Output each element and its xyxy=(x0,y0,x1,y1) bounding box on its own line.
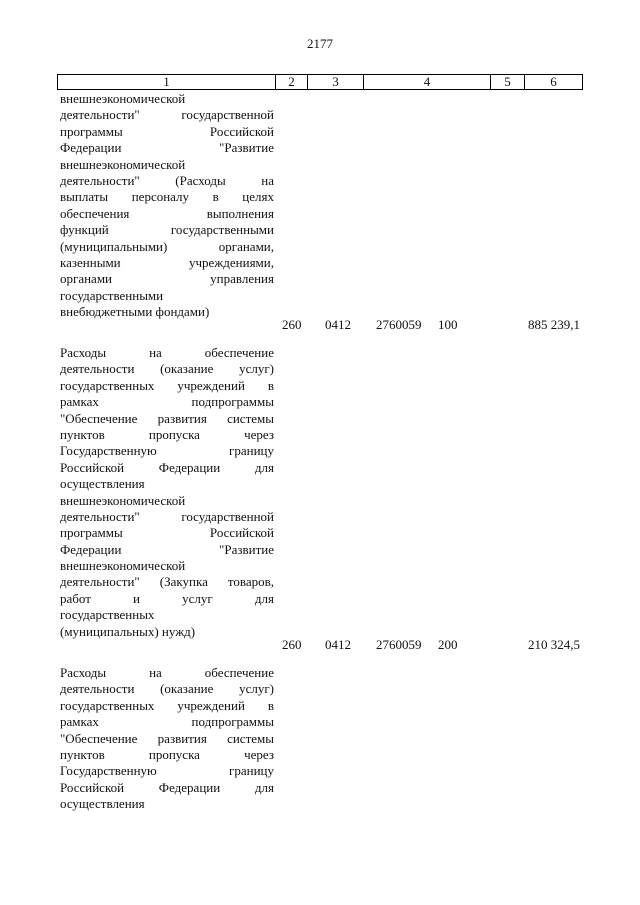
row-1-line: внебюджетными фондами) xyxy=(60,304,210,320)
row-3-description xyxy=(60,665,274,813)
row-2-col-5: 200 xyxy=(438,637,458,652)
row-1-line: казенными учреждениями, xyxy=(60,254,274,270)
row-2-line: (муниципальных) нужд) xyxy=(60,623,196,639)
row-2-line: "Обеспечение развития системы xyxy=(60,410,274,426)
row-2-line: деятельности" (Закупка товаров, xyxy=(60,574,274,590)
row-3-line: Российской Федерации для xyxy=(60,779,274,795)
row-2-line: деятельности" государственной xyxy=(60,508,274,524)
row-1-line: выплаты персоналу в целях xyxy=(60,189,274,205)
row-1-line: деятельности" (Расходы на xyxy=(60,172,274,188)
row-3-line: Государственную границу xyxy=(60,763,274,779)
row-1-col-3: 0412 xyxy=(325,317,351,332)
row-1-col-6: 885 239,1 xyxy=(528,317,580,332)
row-3-line: деятельности (оказание услуг) xyxy=(60,681,274,697)
row-2-col-3: 0412 xyxy=(325,637,351,652)
row-1-line: функций государственными xyxy=(60,222,274,238)
row-2-col-6: 210 324,5 xyxy=(528,637,580,652)
header-col-4: 4 xyxy=(364,75,491,89)
row-1-line: (муниципальными) органами, xyxy=(60,238,274,254)
row-2-line: Российской Федерации для xyxy=(60,459,274,475)
header-col-2: 2 xyxy=(276,75,308,89)
row-3-line: рамках подпрограммы xyxy=(60,714,274,730)
row-3-line: пунктов пропуска через xyxy=(60,746,274,762)
row-1-line: программы Российской xyxy=(60,123,274,139)
row-3-line: Расходы на обеспечение xyxy=(60,665,274,680)
row-2-line: государственных учреждений в xyxy=(60,377,274,393)
row-2-line: Государственную границу xyxy=(60,443,274,459)
row-1-line: внешнеэкономической xyxy=(60,91,186,106)
row-2-description xyxy=(60,345,274,640)
row-2-line: деятельности (оказание услуг) xyxy=(60,361,274,377)
row-1-line: государственными xyxy=(60,287,164,303)
row-2-line: государственных xyxy=(60,607,155,623)
row-3-line: государственных учреждений в xyxy=(60,697,274,713)
row-1-line: органами управления xyxy=(60,271,274,287)
row-3-line: осуществления xyxy=(60,796,145,812)
row-1-line: обеспечения выполнения xyxy=(60,205,274,221)
row-1-line: внешнеэкономической xyxy=(60,156,186,172)
row-2-line: работ и услуг для xyxy=(60,590,274,606)
row-2-col-2: 260 xyxy=(282,637,302,652)
row-1-col-2: 260 xyxy=(282,317,302,332)
row-2-line: внешнеэкономической xyxy=(60,492,186,508)
row-2-line: осуществления xyxy=(60,476,145,492)
row-3-line: "Обеспечение развития системы xyxy=(60,730,274,746)
row-2-col-4: 2760059 xyxy=(376,637,422,652)
page-number: 2177 xyxy=(307,36,333,51)
header-col-1: 1 xyxy=(58,75,276,89)
row-1-col-5: 100 xyxy=(438,317,458,332)
row-2-line: внешнеэкономической xyxy=(60,558,186,574)
table-header-row xyxy=(57,74,583,90)
row-1-line: Федерации "Развитие xyxy=(60,140,274,156)
header-col-5: 5 xyxy=(491,75,525,89)
header-col-6: 6 xyxy=(550,74,557,89)
header-col-3: 3 xyxy=(308,75,364,89)
row-2-line: Федерации "Развитие xyxy=(60,541,274,557)
row-2-line: Расходы на обеспечение xyxy=(60,345,274,360)
row-2-line: рамках подпрограммы xyxy=(60,394,274,410)
row-2-line: пунктов пропуска через xyxy=(60,426,274,442)
row-1-col-4: 2760059 xyxy=(376,317,422,332)
row-1-description xyxy=(60,91,274,320)
row-2-line: программы Российской xyxy=(60,525,274,541)
row-1-line: деятельности" государственной xyxy=(60,107,274,123)
